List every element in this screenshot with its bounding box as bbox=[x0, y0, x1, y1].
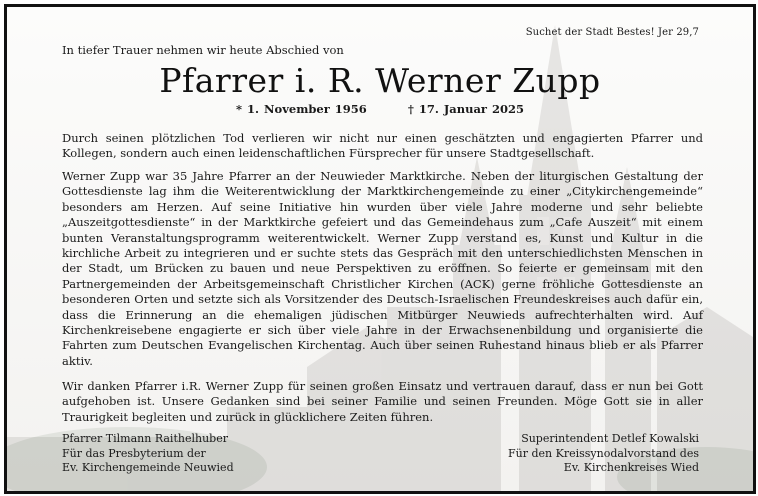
deceased-name: Pfarrer i. R. Werner Zupp bbox=[159, 61, 601, 100]
bible-motto: Suchet der Stadt Bestes! Jer 29,7 bbox=[525, 27, 699, 38]
signature-right-line: Superintendent Detlef Kowalski bbox=[521, 432, 699, 445]
signature-left-line: Pfarrer Tilmann Raithelhuber bbox=[62, 432, 228, 445]
paragraph-biography: Werner Zupp war 35 Jahre Pfarrer an der Neuwieder Marktkirche. Neben der liturgischen Gestaltung der Gottesdienste lag ihm die Weiterentwicklung der Marktkirchengemeinde zu einer „Citykirchengemeinde“ besonders am Herzen. Auf seine Initiative hin wurden über viele Jahre moderne und sehr beliebte „Auszeitgottesdienste“ in der Marktkirche gefeiert und das Gemeindehaus zum „Cafe Auszeit“ mit einem bunten Veranstaltungsprogramm weiterentwickelt. Werner Zupp verstand es, Kunst und Kultur in die kirchliche Arbeit zu integrieren und er suchte stets das Gespräch mit den unterschiedlichsten Menschen in der Stadt, um Brücken zu bauen und neue Perspektiven zu eröffnen. So feierte er gemeinsam mit den Partnergemeinden der Arbeitsgemeinschaft Christlicher Kirchen (ACK) gerne fröhliche Gottesdienste an besonderen Orten und setzte sich als Vorsitzender des Deutsch-Israelischen Freundeskreises auch dafür ein, dass die Erinnerung an die ehemaligen jüdischen Mitbürger Neuwieds aufrechterhalten wird. Auf Kirchenkreisebene engagierte er sich über viele Jahre in der Erwachsenenbildung und organisierte die Fahrten zum Deutschen Evangelischen Kirchentag. Auch über seinen Ruhestand hinaus blieb er als Pfarrer aktiv. bbox=[62, 169, 703, 368]
paragraph-thanks: Wir danken Pfarrer i.R. Werner Zupp für seinen großen Einsatz und vertrauen darauf, dass er nun bei Gott aufgehoben ist. Unsere Gedanken sind bei seiner Familie und seinen Freunden. Möge Gott sie in aller Traurigkeit begleiten und zurück in glücklichere Zeiten führen. bbox=[62, 379, 703, 424]
obituary-frame bbox=[4, 4, 756, 494]
obituary-content bbox=[7, 7, 753, 491]
signature-left-line: Ev. Kirchengemeinde Neuwied bbox=[62, 461, 234, 474]
signature-right-line: Für den Kreissynodalvorstand des bbox=[508, 446, 699, 460]
signature-right bbox=[508, 432, 699, 476]
signature-left-line: Für das Presbyterium der bbox=[62, 446, 206, 460]
signature-right-line: Ev. Kirchenkreises Wied bbox=[563, 461, 699, 474]
death-date: † 17. Januar 2025 bbox=[407, 102, 524, 116]
signature-left bbox=[62, 432, 234, 476]
life-dates bbox=[7, 102, 753, 116]
intro-line: In tiefer Trauer nehmen wir heute Abschied von bbox=[62, 43, 344, 57]
paragraph-intro: Durch seinen plötzlichen Tod verlieren wir nicht nur einen geschätzten und engagierten Pfarrer und Kollegen, sondern auch einen leidenschaftlichen Fürsprecher für unsere Stadtgesellschaft. bbox=[62, 131, 703, 161]
birth-date: * 1. November 1956 bbox=[236, 102, 367, 116]
